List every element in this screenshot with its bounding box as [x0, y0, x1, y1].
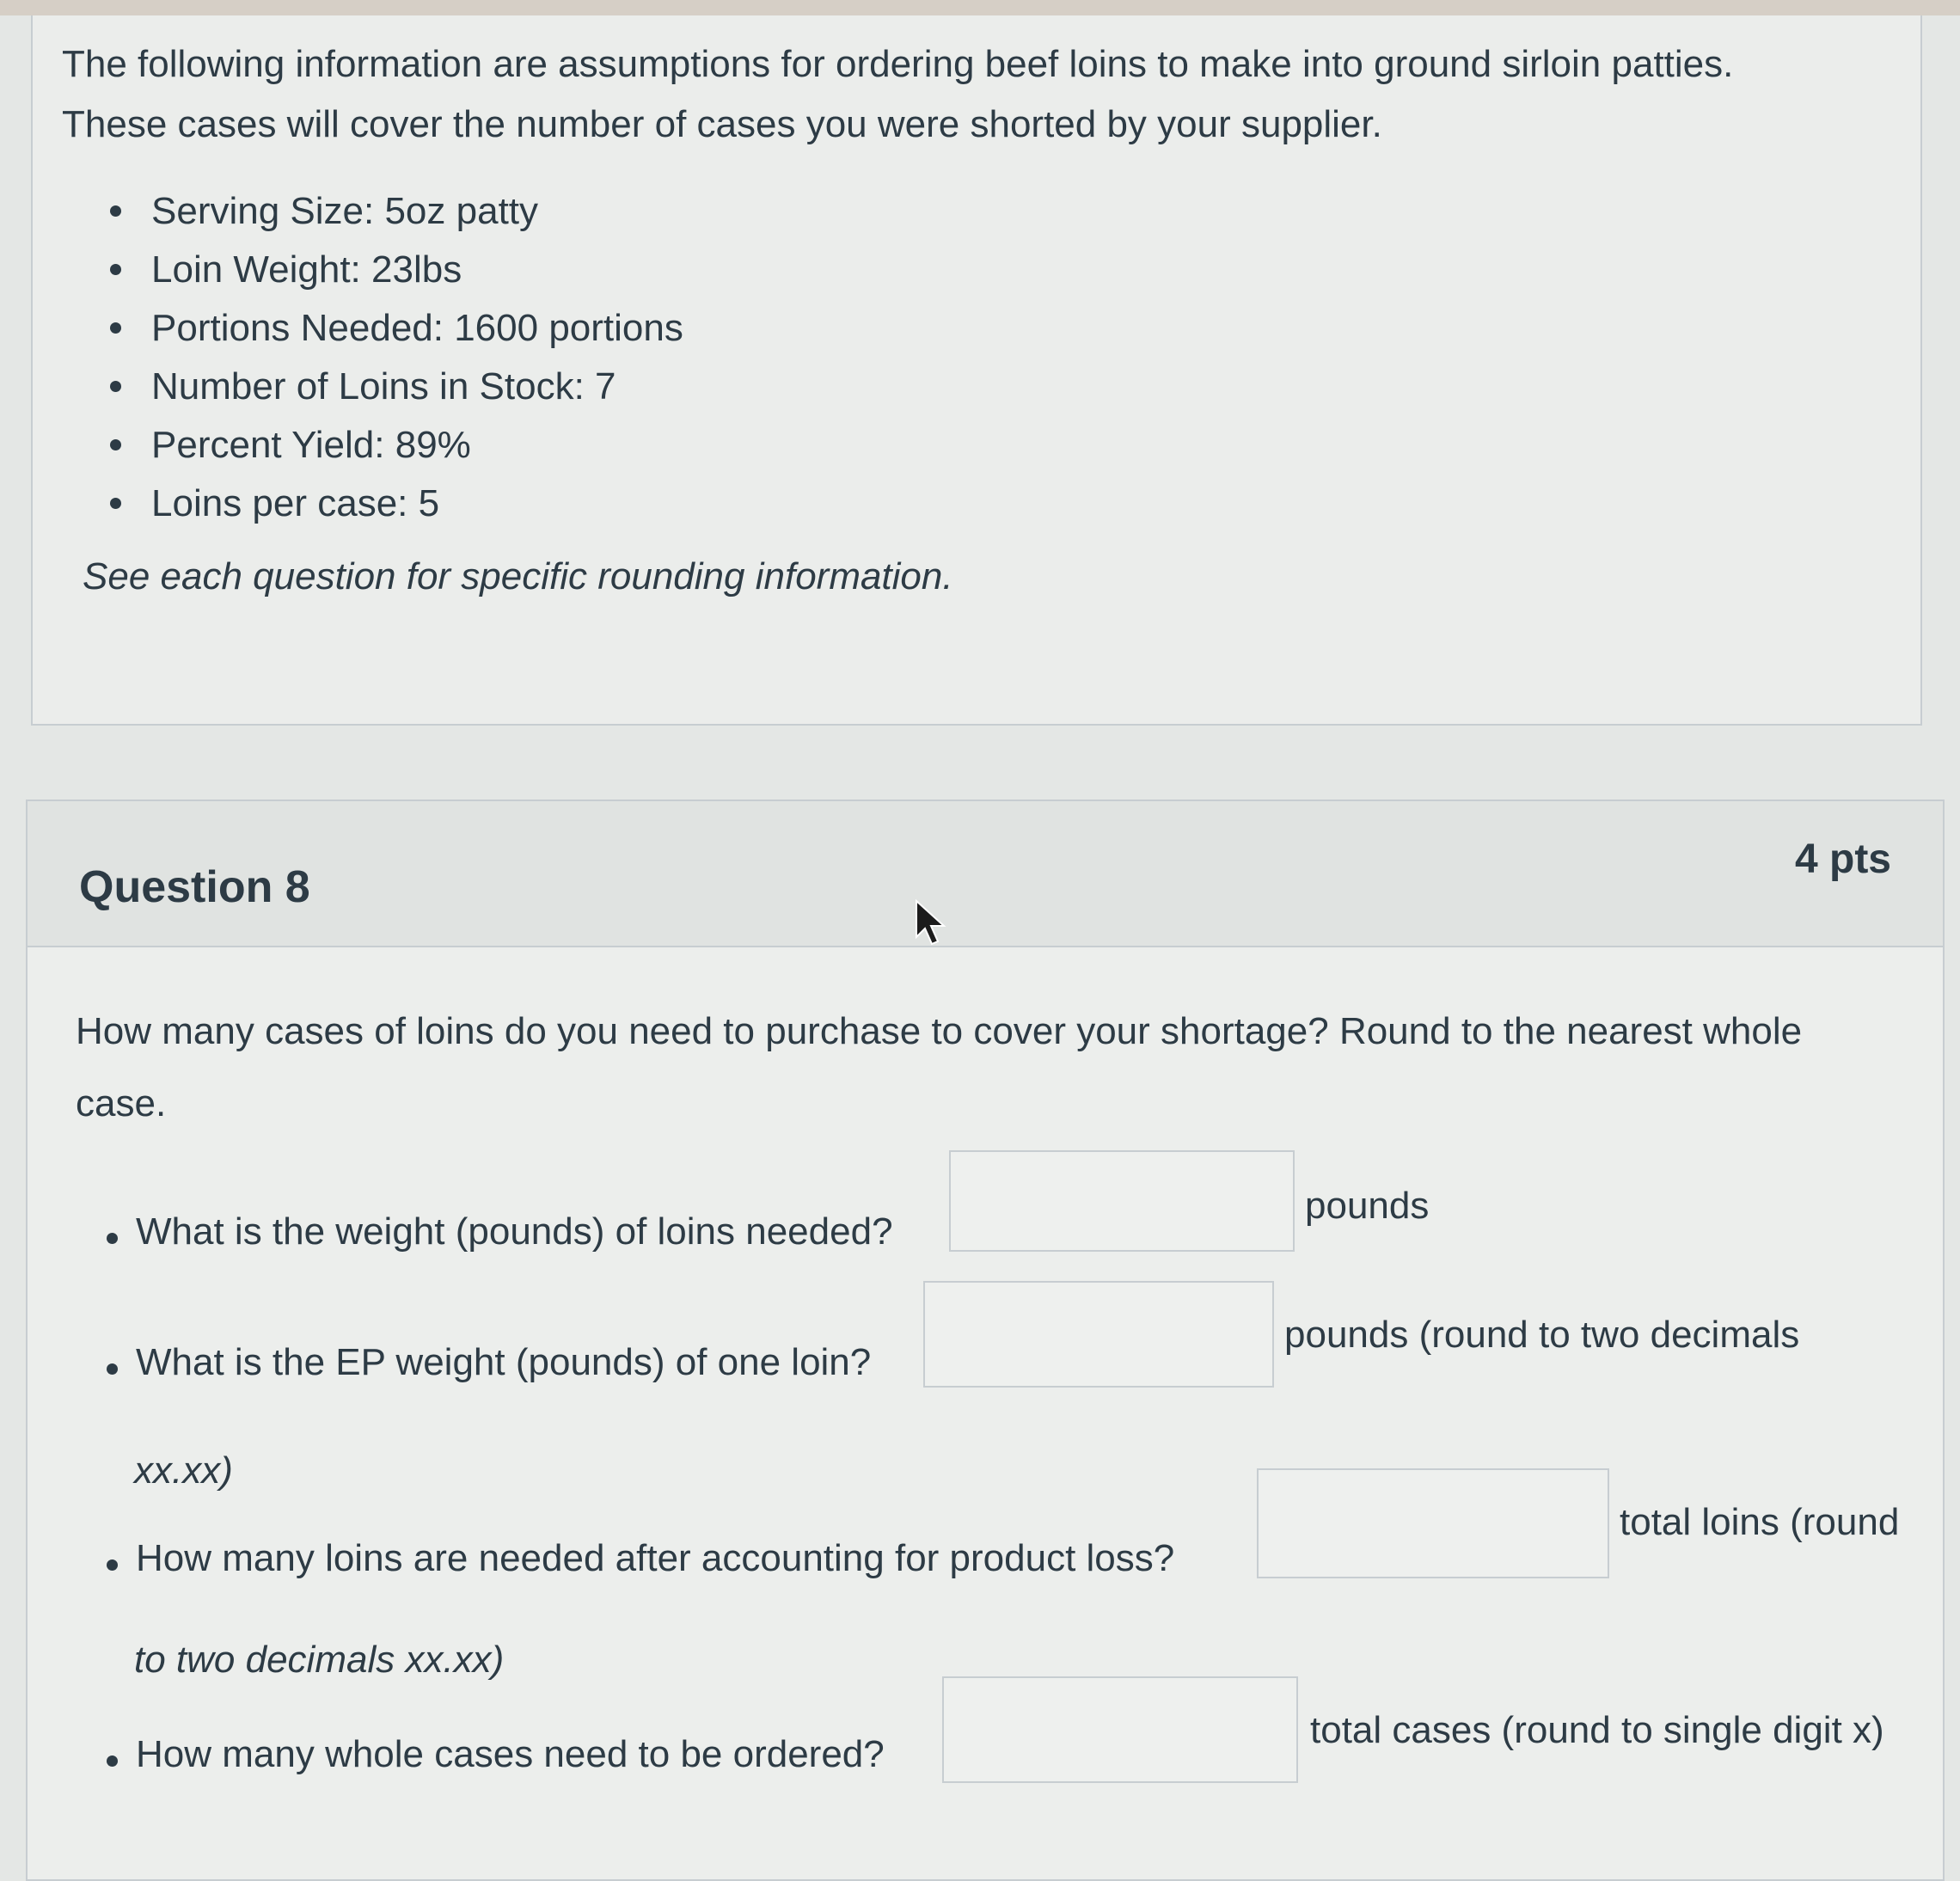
ep-weight-unit: pounds (round to two decimals — [1284, 1314, 1800, 1356]
assumption-loins-in-stock: Number of Loins in Stock: 7 — [95, 358, 683, 416]
question-prompt-line-1: How many cases of loins do you need to purchase to cover your shortage? Round to the nearest whole — [76, 1010, 1803, 1052]
bullet-icon — [107, 1363, 118, 1375]
question-item-loins-needed: How many loins are needed after accounting for product loss? — [136, 1537, 1175, 1579]
rounding-note: See each question for specific rounding information. — [83, 555, 953, 597]
question-item-ep-weight: What is the EP weight (pounds) of one loin? — [136, 1341, 872, 1383]
question-header — [28, 801, 1943, 947]
bullet-icon — [110, 498, 121, 509]
loins-needed-rounding-format: to two decimals xx.xx) — [134, 1639, 505, 1681]
intro-text — [62, 34, 1867, 155]
bullet-icon — [110, 264, 121, 275]
intro-line-2: These cases will cover the number of cases you were shorted by your supplier. — [62, 103, 1382, 145]
bullet-icon — [107, 1233, 118, 1244]
bullet-icon — [110, 322, 121, 334]
question-title: Question 8 — [79, 862, 310, 912]
assumption-percent-yield: Percent Yield: 89% — [95, 416, 683, 475]
bullet-icon — [110, 381, 121, 392]
assumption-loin-weight: Loin Weight: 23lbs — [95, 241, 683, 299]
question-prompt-line-2: case. — [76, 1082, 167, 1124]
intro-line-1: The following information are assumptions for ordering beef loins to make into ground sirloin patties. — [62, 43, 1734, 85]
question-points: 4 pts — [1794, 836, 1891, 882]
weight-needed-input[interactable] — [949, 1150, 1295, 1252]
cases-ordered-unit: total cases (round to single digit x) — [1310, 1709, 1884, 1751]
bullet-icon — [110, 439, 121, 450]
cases-ordered-input[interactable] — [942, 1676, 1298, 1783]
loins-needed-input[interactable] — [1257, 1468, 1609, 1578]
assumption-portions-needed: Portions Needed: 1600 portions — [95, 299, 683, 358]
bullet-icon — [107, 1559, 118, 1571]
question-prompt — [76, 996, 1898, 1140]
ep-weight-input[interactable] — [923, 1281, 1274, 1388]
assumption-loins-per-case: Loins per case: 5 — [95, 475, 683, 533]
weight-needed-unit: pounds — [1305, 1185, 1430, 1227]
loins-needed-unit: total loins (round — [1620, 1501, 1900, 1543]
question-item-weight-needed: What is the weight (pounds) of loins needed? — [136, 1210, 893, 1253]
bullet-icon — [110, 205, 121, 217]
assumptions-list — [95, 182, 683, 533]
question-item-cases-ordered: How many whole cases need to be ordered? — [136, 1733, 885, 1775]
ep-weight-rounding-format: xx.xx) — [134, 1449, 233, 1492]
assumption-serving-size: Serving Size: 5oz patty — [95, 182, 683, 241]
bullet-icon — [107, 1755, 118, 1767]
mouse-pointer-icon — [913, 899, 947, 947]
browser-top-edge — [0, 0, 1960, 15]
